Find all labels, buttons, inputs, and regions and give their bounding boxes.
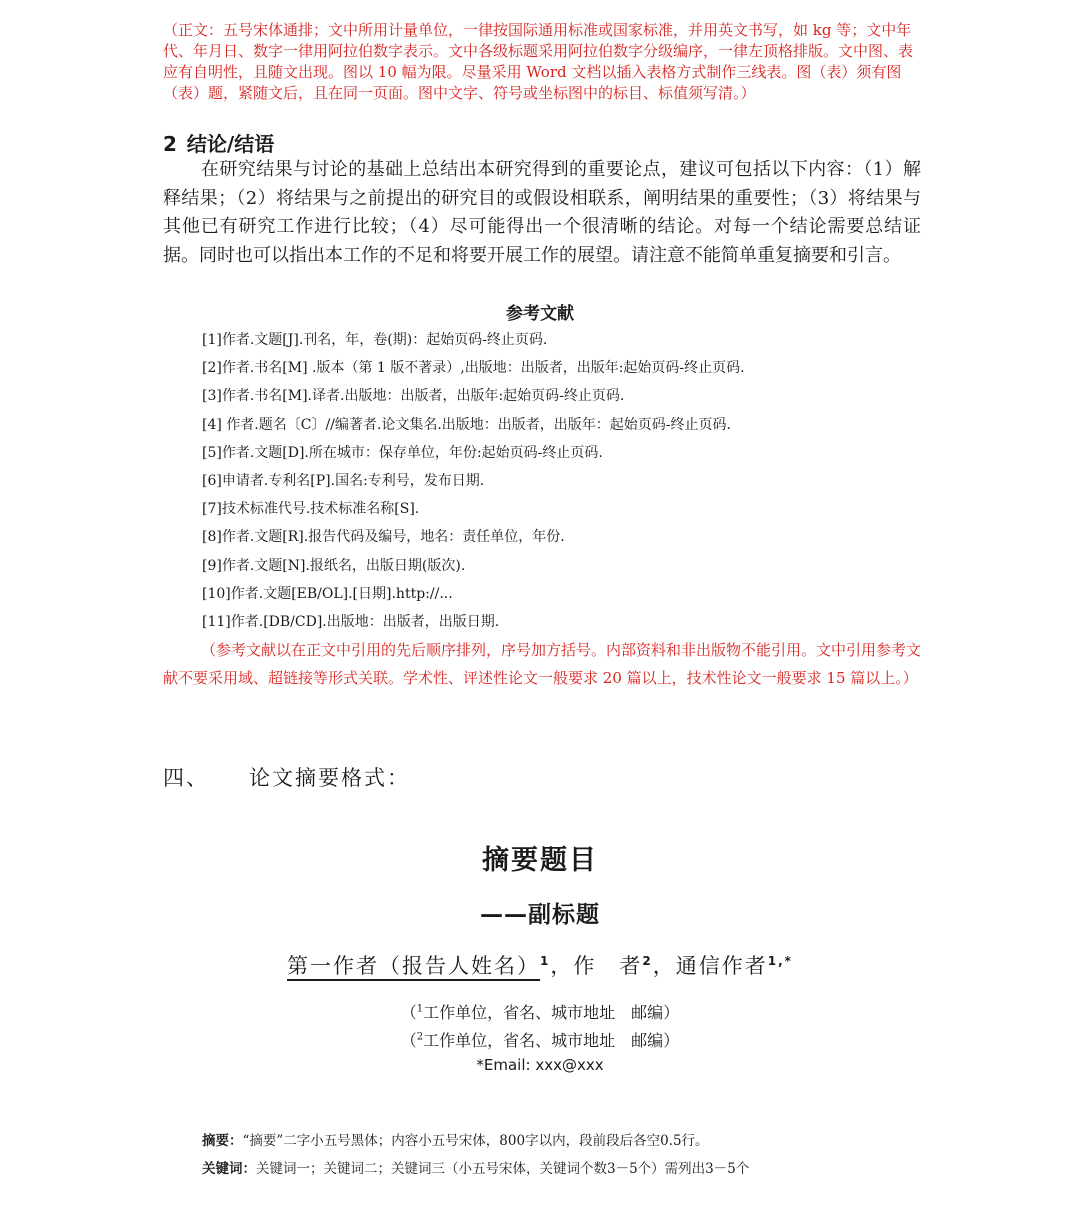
reference-item: [7]技术标准代号.技术标准名称[S].	[202, 501, 420, 518]
affiliation-2-text: 工作单位，省名、城市地址 邮编	[423, 1031, 664, 1050]
affiliation-1: （$^1$工作单位，省名、城市地址 邮编）	[400, 1003, 680, 1022]
part-title: 论文摘要格式：	[249, 766, 410, 790]
abstract-title: 摘要题目	[482, 845, 598, 876]
reference-item: [3]作者.书名[M].译者.出版地：出版者，出版年:起始页码-终止页码.	[202, 388, 625, 405]
corresponding-author-sup: 1,*	[767, 954, 793, 968]
part-number: 四、	[163, 766, 209, 790]
reference-list	[202, 326, 745, 636]
reference-item: [6]申请者.专利名[P].国名:专利号，发布日期.	[202, 472, 485, 489]
affiliation-1-sup: 1	[416, 1003, 424, 1015]
section-number: 2	[163, 132, 177, 156]
keywords-line	[202, 1157, 749, 1177]
section-heading	[163, 128, 284, 157]
keywords-label: 关键词：	[202, 1161, 256, 1177]
corresponding-author: 通信作者	[675, 954, 768, 978]
abstract-label: 摘要：	[202, 1133, 243, 1149]
section-title: 结论/结语	[186, 132, 275, 156]
second-author-sup: 2	[642, 954, 653, 968]
abstract-text: “摘要”二字小五号黑体；内容小五号宋体，800字以内，段前段后各空0.5行。	[242, 1133, 709, 1149]
keywords-text: 关键词一；关键词二；关键词三（小五号宋体，关键词个数3－5个）需列出3－5个	[256, 1161, 750, 1177]
reference-item: [9]作者.文题[N].报纸名，出版日期(版次).	[202, 557, 466, 574]
affiliation-1-text: 工作单位，省名、城市地址 邮编	[423, 1003, 664, 1022]
abstract-subtitle: ——副标题	[480, 902, 600, 928]
conclusion-paragraph: 在研究结果与讨论的基础上总结出本研究得到的重要论点，建议可包括以下内容：（1）解释结果；（2）将结果与之前提出的研究目的或假设相联系，阐明结果的重要性；（3）将结果与其他已有研究工作进行比较；（4）尽可能得出一个很清晰的结论。对每一个结论需要总结证据。同时也可以指出本工作的不足和将要开展工作的展望。请注意不能简单重复摘要和引言。	[163, 159, 921, 266]
affiliation-2: （$^2$工作单位，省名、城市地址 邮编）	[400, 1031, 680, 1050]
reference-item: [2]作者.书名[M] .版本（第 1 版不著录）,出版地：出版者，出版年:起始页码-终止页码.	[202, 360, 745, 377]
reference-item: [11]作者.[DB/CD].出版地：出版者，出版日期.	[202, 613, 500, 630]
references-title: 参考文献	[506, 304, 574, 324]
author-line	[0, 950, 1080, 980]
reference-item: [5]作者.文题[D].所在城市：保存单位，年份:起始页码-终止页码.	[202, 444, 603, 461]
author-separator: ，	[652, 954, 676, 978]
formatting-note-body: （正文：五号宋体通排；文中所用计量单位，一律按国际通用标准或国家标准，并用英文书写，如 kg 等；文中年代、年月日、数字一律用阿拉伯数字表示。文中各级标题采用阿拉伯数字分级编序，一律左顶格排版。文中图、表应有自明性，且随文出现。图以 10 幅为限。尽量采用 Word 文档以插入表格方式制作三线表。图（表）须有图（表）题，紧随文后，且在同一页面。图中文字、符号或坐标图中的标目、标值须写清。）	[163, 21, 914, 102]
reference-item: [4] 作者.题名〔C〕//编著者.论文集名.出版地：出版者，出版年：起始页码-终止页码.	[202, 416, 731, 433]
reference-item: [1]作者.文题[J].刊名，年，卷(期)：起始页码-终止页码.	[202, 332, 548, 348]
email-line: *Email: xxx@xxx	[476, 1056, 604, 1074]
affiliation-2-sup: 2	[416, 1031, 424, 1043]
first-author: 第一作者（报告人姓名）	[287, 954, 541, 978]
author-separator: ，	[550, 954, 574, 978]
second-author: 作 者	[573, 954, 643, 978]
reference-item: [8]作者.文题[R].报告代码及编号，地名：责任单位，年份.	[202, 529, 565, 546]
references-note: （参考文献以在正文中引用的先后顺序排列，序号加方括号。内部资料和非出版物不能引用。文中引用参考文献不要采用域、超链接等形式关联。学术性、评述性论文一般要求 20 篇以上，技术性论文一般要求 15 篇以上。）	[163, 641, 922, 687]
reference-item: [10]作者.文题[EB/OL].[日期].http://...	[202, 585, 453, 602]
abstract-line	[202, 1129, 709, 1149]
part-heading	[163, 762, 410, 792]
first-author-sup: 1	[540, 954, 551, 968]
